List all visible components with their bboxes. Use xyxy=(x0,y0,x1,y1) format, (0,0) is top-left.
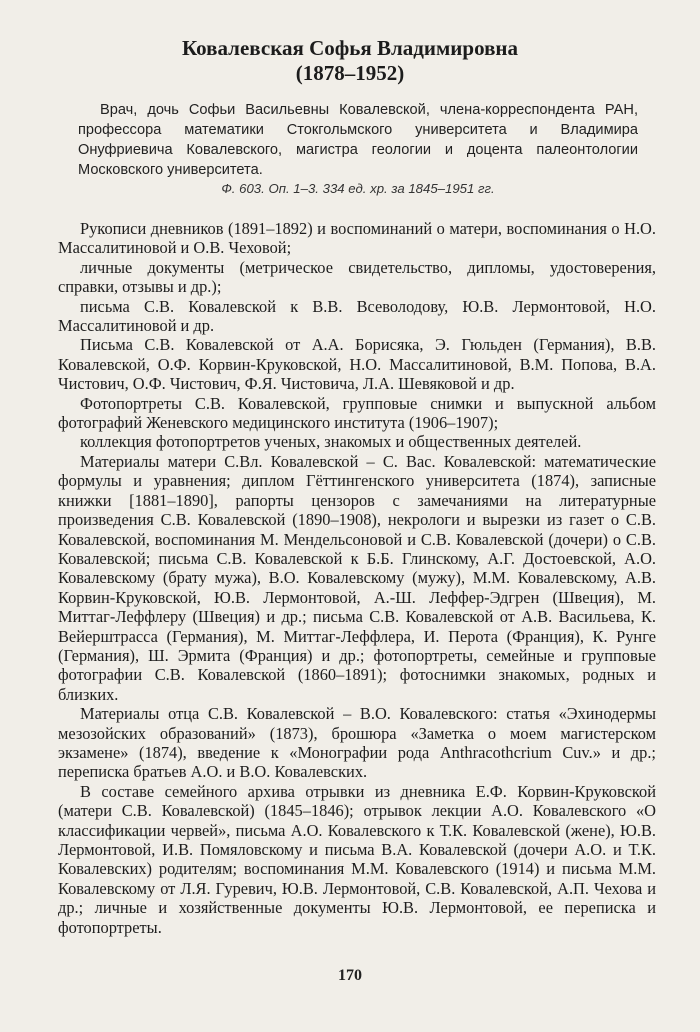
biography-text: Врач, дочь Софьи Васильевны Ковалевской, члена-корреспондента РАН, профессора математики Стокгольмского университета и Владимира Онуфриевича Ковалевского, магистра геологии и доцента палеонтологии Московского университета. xyxy=(78,102,638,178)
person-name: Ковалевская Софья Владимировна xyxy=(181,36,519,60)
page-number: 170 xyxy=(338,967,362,984)
paragraph: Материалы отца С.В. Ковалевской – В.О. Ковалевского: статья «Эхинодермы мезозойских образований» (1873), брошюра «Заметка о моем магистерском экзамене» (1874), введение к «Монографии рода Anthracothcrium Cuv.» и др.; переписка братьев А.О. и В.О. Ковалевских. xyxy=(58,704,656,782)
paragraph: Рукописи дневников (1891–1892) и воспоминаний о матери, воспоминания о Н.О. Массалитиновой и О.В. Чеховой; xyxy=(58,219,656,258)
person-years: (1878–1952) xyxy=(295,61,405,85)
paragraph: В составе семейного архива отрывки из дневника Е.Ф. Корвин-Круковской (матери С.В. Ковалевской) (1845–1846); отрывок лекции А.О. Ковалевского «О классификации червей», письма А.О. Ковалевского к Т.К. Ковалевской (жене), Ю.В. Лермонтовой, И.В. Помяловскому и письма В.А. Ковалевской (дочери А.О. и Т.К. Ковалевских) родителям; воспоминания М.М. Ковалевского (1914) и письма М.М. Ковалевскому от Л.Я. Гуревич, Ю.В. Лермонтовой, С.В. Ковалевской, А.П. Чехова и др.; личные и хозяйственные документы Ю.В. Лермонтовой, ее переписка и фотопортреты. xyxy=(58,781,656,937)
paragraph: коллекция фотопортретов ученых, знакомых и общественных деятелей. xyxy=(80,432,582,452)
paragraph: Письма С.В. Ковалевской от А.А. Борисяка, Э. Гюльден (Германия), В.В. Ковалевской, О.Ф. Корвин-Круковской, Н.О. Массалитиновой, В.М. Попова, В.А. Чистович, О.Ф. Чистович, Ф.Я. Чистовича, Л.А. Шевяковой и др. xyxy=(58,335,656,394)
archive-description xyxy=(58,219,656,937)
paragraph: личные документы (метрическое свидетельство, дипломы, удостоверения, справки, отзывы и др.); xyxy=(58,257,656,297)
fond-reference: Ф. 603. Оп. 1–3. 334 ед. хр. за 1845–1951 гг. xyxy=(221,181,495,196)
paragraph: письма С.В. Ковалевской к В.В. Всеволодову, Ю.В. Лермонтовой, Н.О. Массалитиновой и др. xyxy=(58,296,656,336)
paragraph: Материалы матери С.Вл. Ковалевской – С. Вас. Ковалевской: математические формулы и уравнения; диплом Гёттингенского университета (1874), записные книжки [1881–1890], рапорты цензоров с замечаниями на литературные произведения С.В. Ковалевской (1890–1908), некрологи и вырезки из газет о С.В. Ковалевской, воспоминания М. Мендельсоновой и С.В. Ковалевской (дочери) о С.В. Ковалевской; письма С.В. Ковалевской к Б.Б. Глинскому, А.Г. Достоевской, А.О. Ковалевскому (брату мужа), В.О. Ковалевскому (мужу), М.М. Ковалевскому, А.В. Корвин-Круковской, Ю.В. Лермонтовой, А.-Ш. Леффер-Эдгрен (Швеция), М. Миттаг-Леффлеру (Швеция) и др.; письма С.В. Ковалевской от А.В. Васильева, К. Вейерштрасса (Германия), М. Миттаг-Леффлера, И. Перота (Франция), К. Рунге (Германия), Ш. Эрмита (Франция) и др.; фотопортреты, семейные и групповые фотографии С.В. Ковалевской (1860–1891); фотоснимки знакомых, родных и близких. xyxy=(58,451,656,704)
paragraph: Фотопортреты С.В. Ковалевской, групповые снимки и выпускной альбом фотографий Женевского медицинского института (1906–1907); xyxy=(58,393,656,433)
biography xyxy=(78,100,638,180)
